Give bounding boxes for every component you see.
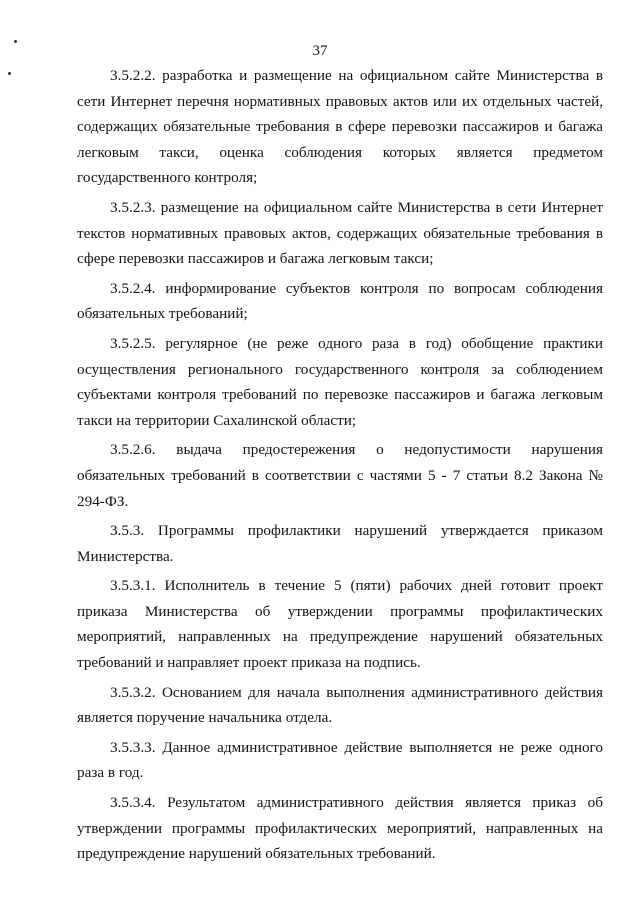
- paragraph-3-5-2-6: 3.5.2.6. выдача предостережения о недопустимости нарушения обязательных требований в соответствии с частями 5 - 7 статьи 8.2 Закона № 294-ФЗ.: [77, 441, 603, 510]
- scan-speck: [8, 72, 11, 75]
- paragraph-3-5-3-3: 3.5.3.3. Данное административное действие выполняется не реже одного раза в год.: [77, 738, 603, 782]
- paragraph-3-5-2-3: 3.5.2.3. размещение на официальном сайте Министерства в сети Интернет текстов нормативных правовых актов, содержащих обязательные требования в сфере перевозки пассажиров и багажа легковым такси;: [77, 198, 603, 268]
- paragraph-3-5-3-2: 3.5.3.2. Основанием для начала выполнения административного действия является поручение начальника отдела.: [77, 683, 603, 727]
- paragraph-3-5-2-5: 3.5.2.5. регулярное (не реже одного раза в год) обобщение практики осуществления регионального государственного контроля за соблюдением субъектами контроля требований по перевозке пассажиров и багажа легковым такси на территории Сахалинской области;: [77, 334, 603, 429]
- page-number: 37: [312, 43, 328, 59]
- paragraph-3-5-3: 3.5.3. Программы профилактики нарушений утверждается приказом Министерства.: [77, 522, 603, 565]
- paragraph-3-5-2-2: 3.5.2.2. разработка и размещение на официальном сайте Министерства в сети Интернет перечня нормативных правовых актов или их отдельных частей, содержащих обязательные требования в сфере перевозки пассажиров и багажа легковым такси, оценка соблюдения которых является предметом государственного контроля;: [77, 67, 603, 187]
- paragraph-3-5-3-1: 3.5.3.1. Исполнитель в течение 5 (пяти) рабочих дней готовит проект приказа Министерства об утверждении программы профилактических мероприятий, направленных на предупреждение нарушений обязательных требований и направляет проект приказа на подпись.: [77, 577, 603, 672]
- paragraph-3-5-2-4: 3.5.2.4. информирование субъектов контроля по вопросам соблюдения обязательных требований;: [77, 279, 603, 323]
- document-body: [77, 63, 603, 871]
- paragraph-3-5-3-4: 3.5.3.4. Результатом административного действия является приказ об утверждении программы профилактических мероприятий, направленных на предупреждение нарушений обязательных требований.: [77, 794, 603, 863]
